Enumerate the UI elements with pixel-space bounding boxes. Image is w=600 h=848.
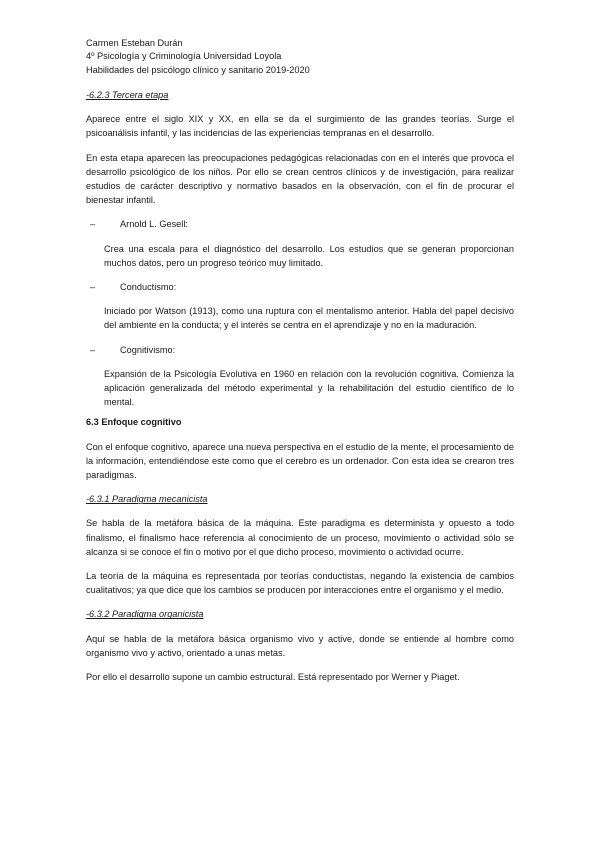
bullet-dash: – xyxy=(90,219,96,230)
paragraph: Iniciado por Watson (1913), como una ruptura con el mentalismo anterior. Habla del papel decisivo del ambiente en la conducta; y el interés se centra en el aprendizaje y no en la maduración. xyxy=(104,306,514,331)
bullet-label: Cognitivismo: xyxy=(120,344,176,355)
paragraph: Aquí se habla de la metáfora básica organismo vivo y active, donde se entiende al hombre como organismo vivo y activo, orientado a unas metas. xyxy=(86,633,514,658)
paragraph: Expansión de la Psicología Evolutiva en 1960 en relación con la revolución cognitiva. Comienza la aplicación generalizada del método experimental y la rehabilitación del estudio científico de lo mental. xyxy=(104,368,514,408)
paragraph: Se habla de la metáfora básica de la máquina. Este paradigma es determinista y opuesto a todo finalismo, el finalismo hace referencia al conocimiento de un proceso, movimiento o actividad sólo se alcanza si se conoce el fin o motivo por el que dicho proceso, movimiento o actividad ocurre. xyxy=(86,518,514,557)
paragraph: Con el enfoque cognitivo, aparece una nueva perspectiva en el estudio de la mente, el procesamiento de la información, entendiéndose este como que el cerebro es un ordenador. Con esta idea se crearon tres paradigmas. xyxy=(86,441,514,481)
bullet-dash: – xyxy=(90,344,96,355)
paragraph: La teoría de la máquina es representada por teorías conductistas, negando la existencia de cambios cualitativos; ya que dice que los cambios se producen por interacciones entre el organismo y el medio. xyxy=(86,571,514,596)
bullet-label: Conductismo: xyxy=(120,282,177,293)
section-6-3-2-title: -6.3.2 Paradigma organicista xyxy=(86,609,204,620)
bullet-dash: – xyxy=(90,282,96,293)
section-6-3-1-title: -6.3.1 Paradigma mecanicista xyxy=(86,494,208,505)
paragraph: Por ello el desarrollo supone un cambio estructural. Está representado por Werner y Piaget. xyxy=(86,672,460,683)
section-6-3-title: 6.3 Enfoque cognitivo xyxy=(86,417,182,428)
page-header xyxy=(86,37,310,77)
section-6-2-3-title: -6.2.3 Tercera etapa xyxy=(86,90,169,100)
document-body xyxy=(86,88,514,684)
header-author: Carmen Esteban Durán xyxy=(86,38,183,48)
header-course: 4º Psicología y Criminología Universidad Loyola xyxy=(86,51,282,62)
paragraph: En esta etapa aparecen las preocupaciones pedagógicas relacionadas con en el interés que provoca el desarrollo psicológico de los niños. Por ello se crean centros clínicos y de investigación, para realizar estudios de carácter descriptivo y normativo basados en la observación, con el fin de procurar el bienestar infantil. xyxy=(86,152,514,206)
paragraph: Crea una escala para el diagnóstico del desarrollo. Los estudios que se generan proporcionan muchos datos, pero un progreso teórico muy limitado. xyxy=(104,243,514,268)
bullet-item-conductismo xyxy=(86,280,514,294)
header-subject: Habilidades del psicólogo clínico y sanitario 2019-2020 xyxy=(86,64,310,75)
paragraph: Aparece entre el siglo XIX y XX, en ella se da el surgimiento de las grandes teorías. Surge el psicoanálisis infantil, y las incidencias de las experiencias tempranas en el desarrollo. xyxy=(86,114,514,139)
bullet-item-gesell xyxy=(86,217,514,231)
bullet-label: Arnold L. Gesell: xyxy=(120,219,188,230)
bullet-item-cognitivismo xyxy=(86,343,514,357)
